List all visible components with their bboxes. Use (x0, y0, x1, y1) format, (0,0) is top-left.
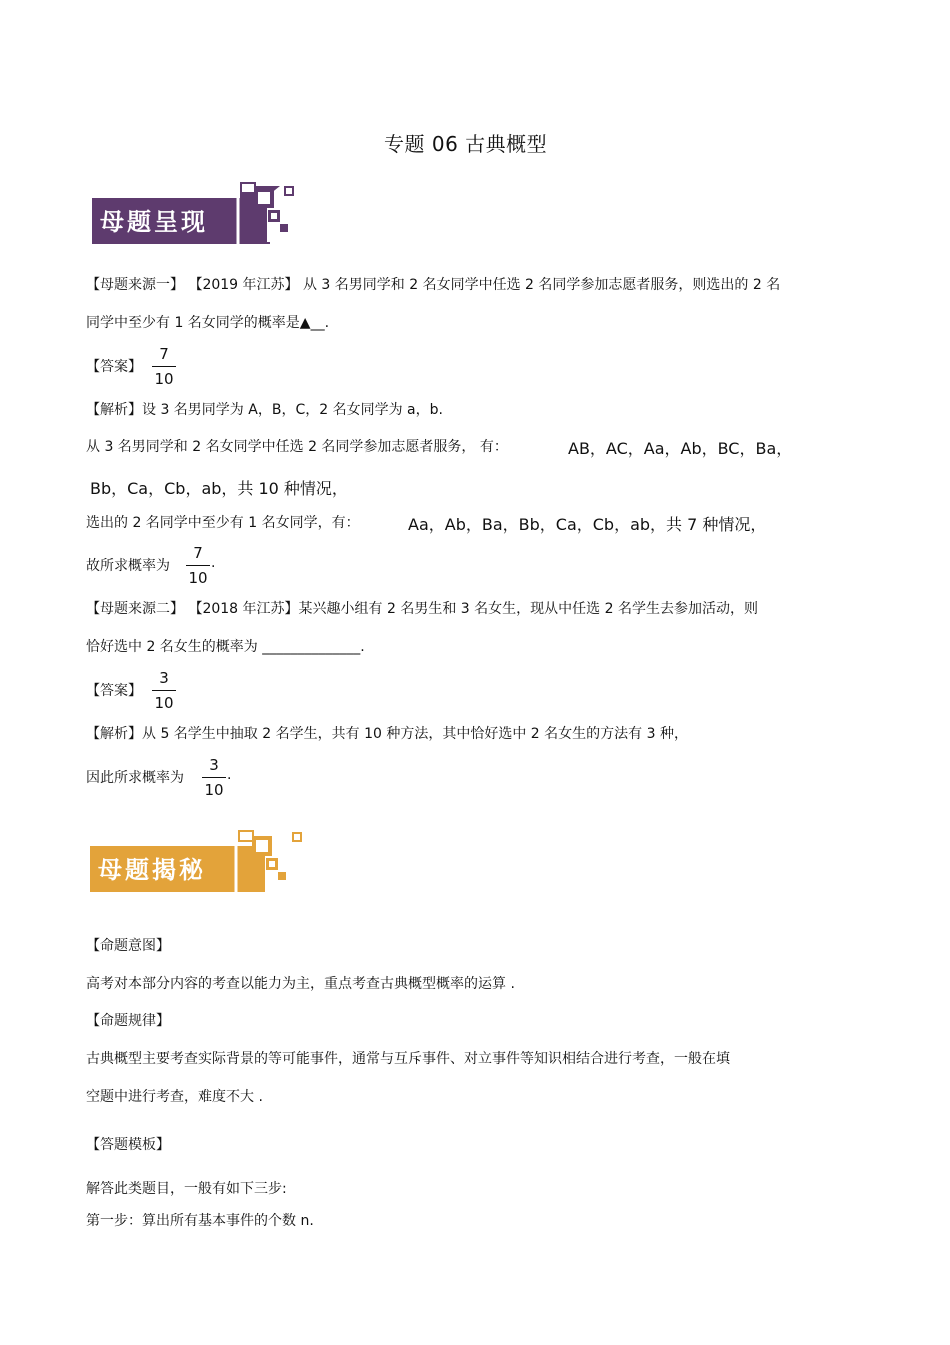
intent-heading: 【命题意图】 (86, 938, 170, 954)
fraction-bar (152, 690, 176, 691)
solution-2-denominator: 10 (204, 781, 224, 799)
source2-line2: 恰好选中 2 名女生的概率为 ______________. (86, 639, 365, 655)
answer-2-denominator: 10 (154, 694, 174, 712)
solution1-line2-math: AB，AC，Aa，Ab，BC，Ba， (568, 439, 793, 458)
section-banner-2 (88, 826, 308, 896)
banner-1-text: 母题呈现 (100, 208, 208, 236)
solution1-line4-math: Aa，Ab，Ba，Bb，Ca，Cb，ab，共 7 种情况， (408, 515, 767, 534)
solution-fraction-2 (202, 755, 226, 800)
answer-2-numerator: 3 (159, 669, 169, 687)
solution-1-denominator: 10 (188, 569, 208, 587)
template-line1: 解答此类题目，一般有如下三步: (86, 1181, 287, 1197)
solution1-line2: 从 3 名男同学和 2 名女同学中任选 2 名同学参加志愿者服务， 有： (86, 439, 508, 455)
fraction-bar (202, 777, 226, 778)
solution-2-numerator: 3 (209, 756, 219, 774)
fraction-bar (152, 366, 176, 367)
answer-1-denominator: 10 (154, 370, 174, 388)
answer-fraction-2 (152, 668, 176, 713)
solution2-line1: 【解析】从 5 名学生中抽取 2 名学生，共有 10 种方法，其中恰好选中 2 名女生的方法有 3 种， (86, 726, 688, 742)
answer-label-2: 【答案】 (86, 683, 142, 699)
solution2-line2: 因此所求概率为 (86, 770, 184, 786)
template-heading: 【答题模板】 (86, 1137, 170, 1153)
intent-text: 高考对本部分内容的考查以能力为主，重点考查古典概型概率的运算 . (86, 976, 515, 992)
banner-2-text: 母题揭秘 (98, 856, 206, 884)
answer-1-numerator: 7 (159, 345, 169, 363)
solution1-line5: 故所求概率为 (86, 558, 170, 574)
rule-heading: 【命题规律】 (86, 1013, 170, 1029)
solution2-end: . (227, 767, 232, 783)
source2-line1: 【母题来源二】 【2018 年江苏】某兴趣小组有 2 名男生和 3 名女生，现从中任选 2 名学生去参加活动，则 (86, 601, 758, 617)
rule-line2: 空题中进行考查，难度不大 . (86, 1089, 263, 1105)
solution1-line4: 选出的 2 名同学中至少有 1 名女同学，有： (86, 515, 360, 531)
source1-line1: 【母题来源一】 【2019 年江苏】 从 3 名男同学和 2 名女同学中任选 2 名同学参加志愿者服务，则选出的 2 名 (86, 277, 781, 293)
solution-fraction-1 (186, 543, 210, 588)
solution-1-numerator: 7 (193, 544, 203, 562)
answer-label-1: 【答案】 (86, 359, 142, 375)
source1-line2: 同学中至少有 1 名女同学的概率是▲__. (86, 315, 330, 331)
fraction-bar (186, 565, 210, 566)
section-banner-1 (90, 180, 310, 248)
solution1-line1: 【解析】设 3 名男同学为 A，B，C，2 名女同学为 a，b. (86, 402, 443, 418)
solution1-end: . (211, 555, 216, 571)
template-line2: 第一步：算出所有基本事件的个数 n. (86, 1213, 314, 1229)
answer-fraction-1 (152, 344, 176, 389)
rule-line1: 古典概型主要考查实际背景的等可能事件，通常与互斥事件、对立事件等知识相结合进行考查，一般在填 (86, 1051, 730, 1067)
solution1-line3: Bb，Ca，Cb，ab，共 10 种情况， (90, 479, 348, 498)
page-title: 专题 06 古典概型 (384, 132, 548, 156)
